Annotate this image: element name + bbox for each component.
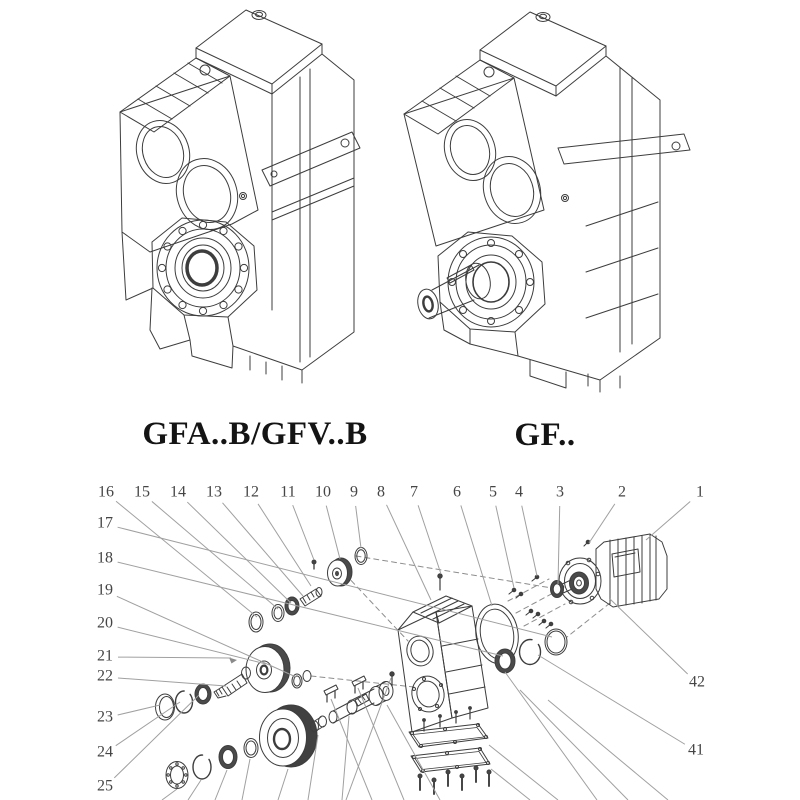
callout-number-42: 42 <box>689 673 705 691</box>
leader-line-3 <box>558 506 560 584</box>
leader-line-5 <box>496 506 514 588</box>
gearbox-drawing-hollow-shaft <box>120 10 360 383</box>
cut-leader-line-3 <box>242 759 250 800</box>
exploded-view <box>156 534 668 794</box>
leader-line-42 <box>610 599 688 674</box>
leader-line-17 <box>118 527 552 637</box>
callout-number-15: 15 <box>134 483 150 501</box>
leader-line-6 <box>461 505 492 606</box>
gearbox-drawing-solid-shaft <box>404 12 690 392</box>
cut-leader-line-11 <box>505 672 597 800</box>
callout-number-4: 4 <box>515 483 523 501</box>
cut-leader-line-1 <box>188 780 201 800</box>
callout-number-1: 1 <box>696 483 704 501</box>
callout-number-10: 10 <box>315 483 331 501</box>
callout-number-3: 3 <box>556 483 564 501</box>
callout-number-13: 13 <box>206 483 222 501</box>
callout-number-21: 21 <box>97 647 113 665</box>
callout-number-8: 8 <box>377 483 385 501</box>
callout-number-16: 16 <box>98 483 114 501</box>
callout-number-17: 17 <box>97 514 113 532</box>
leader-line-25 <box>114 695 199 778</box>
cut-leader-line-9 <box>387 705 440 800</box>
leader-line-4 <box>522 506 537 576</box>
model-label-solid-shaft: GF.. <box>514 417 576 453</box>
leader-line-8 <box>387 505 431 600</box>
leader-line-9 <box>356 506 361 548</box>
callout-number-23: 23 <box>97 708 113 726</box>
leader-line-15 <box>152 501 278 609</box>
callout-number-18: 18 <box>97 549 113 567</box>
callout-number-20: 20 <box>97 614 113 632</box>
leader-line-2 <box>589 504 615 543</box>
leader-line-24 <box>116 702 180 746</box>
leader-line-11 <box>293 505 314 560</box>
callout-number-41: 41 <box>688 741 704 759</box>
callout-number-6: 6 <box>453 483 461 501</box>
callout-number-5: 5 <box>489 483 497 501</box>
callout-number-22: 22 <box>97 667 113 685</box>
cut-leader-line-4 <box>278 769 288 800</box>
motor <box>551 534 668 607</box>
cut-leader-line-12 <box>520 690 628 800</box>
leader-line-22 <box>118 678 226 686</box>
callout-number-19: 19 <box>97 581 113 599</box>
housing <box>390 574 491 794</box>
cut-leader-line-13 <box>548 700 668 800</box>
callout-number-25: 25 <box>97 777 113 795</box>
leader-line-10 <box>326 506 340 559</box>
input-shaft-parts <box>249 548 367 633</box>
callout-number-9: 9 <box>350 483 358 501</box>
flange-and-seal-rings <box>472 601 567 673</box>
cut-leader-line-2 <box>215 770 227 800</box>
callout-number-7: 7 <box>410 483 418 501</box>
callout-number-24: 24 <box>97 743 113 761</box>
callout-number-2: 2 <box>618 483 626 501</box>
model-label-hollow-shaft: GFA..B/GFV..B <box>142 416 368 452</box>
leader-line-14 <box>187 502 291 603</box>
leader-line-13 <box>222 503 303 596</box>
leader-line-7 <box>418 505 441 574</box>
leader-line-19 <box>117 596 296 677</box>
leader-line-20 <box>118 627 266 664</box>
cut-leader-line-10 <box>346 678 391 800</box>
leader-line-23 <box>118 705 160 715</box>
callout-number-12: 12 <box>243 483 259 501</box>
callout-layer <box>97 484 705 800</box>
callout-number-14: 14 <box>170 483 186 501</box>
callout-number-11: 11 <box>280 483 296 501</box>
cut-leader-line-14 <box>489 745 558 800</box>
leader-line-1 <box>646 502 690 540</box>
leader-line-21 <box>118 657 231 658</box>
cut-leader-line-0 <box>162 789 177 800</box>
